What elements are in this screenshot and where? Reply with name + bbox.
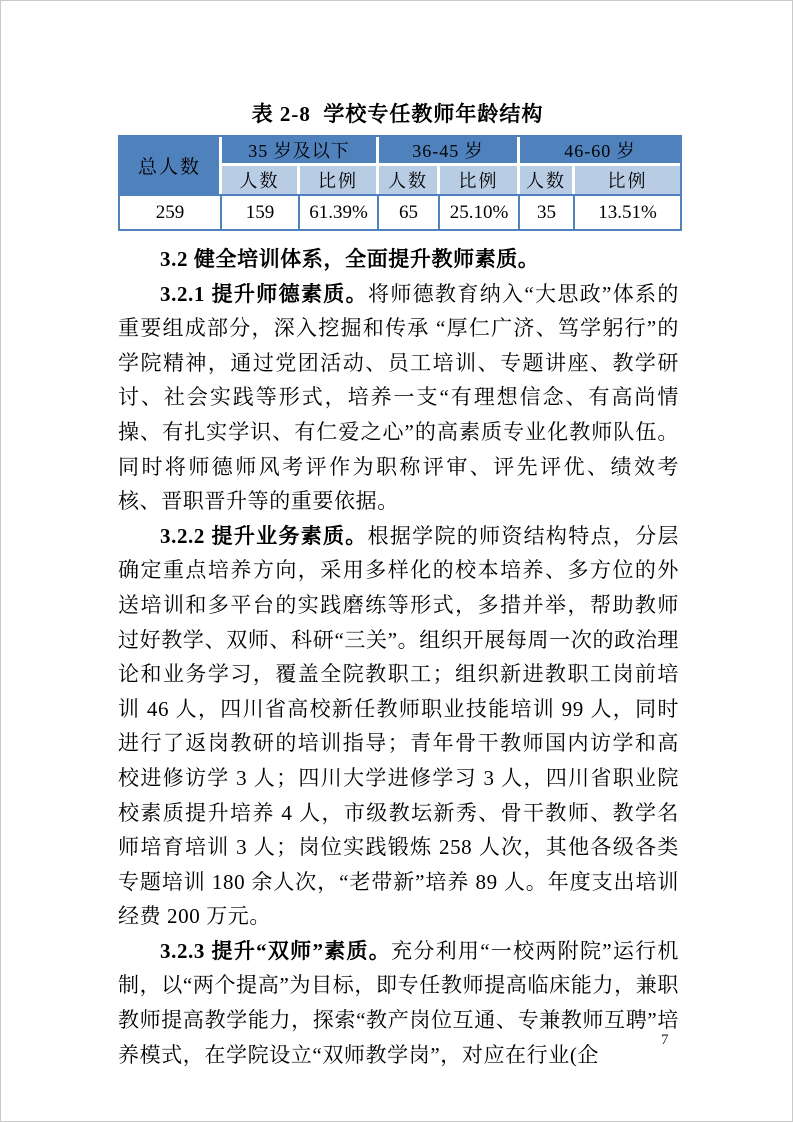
subheader-count-3: 人数 [520,166,575,194]
cell-ratio-under35: 61.39% [300,194,379,229]
paragraph-3-2-2-text: 根据学院的师资结构特点，分层确定重点培养方向，采用多样化的校本培养、多方位的外送培训和多平台的实践磨练等形式，多措并举，帮助教师过好教学、双师、科研“三关”。组织开展每周一次的政治理论和业务学习，覆盖全院教职工；组织新进教职工岗前培训 46 人，四川省高校新任教师职业技能培训 99 人，同时进行了返岗教研的培训指导；青年骨干教师国内访学和高校进修访学 3 人；四川大学进修学习 3 人，四川省职业院校素质提升培养 4 人，市级教坛新秀、骨干教师、教学名师培育培训 3 人；岗位实践锻炼 258 人次，其他各级各类专题培训 180 余人次，“老带新”培养 89 人。年度支出培训经费 200 万元。 [118,523,679,929]
cell-ratio-36-45: 25.10% [440,194,520,229]
header-cell-group-under35: 35 岁及以下 [222,137,379,166]
subheader-ratio-3: 比例 [575,166,680,194]
paragraph-3-2-3 [118,934,679,1072]
teacher-age-structure-table [118,135,682,231]
heading-3-2-3-label: 3.2.3 提升“双师”素质。 [160,938,392,963]
subheader-ratio-1: 比例 [300,166,379,194]
paragraph-heading-3-2 [118,242,679,277]
cell-count-46-60: 35 [520,194,575,229]
heading-3-2-2-label: 3.2.2 提升业务素质。 [160,523,368,548]
cell-count-under35: 159 [222,194,300,229]
subheader-count-1: 人数 [222,166,300,194]
paragraph-3-2-1 [118,277,679,519]
table-caption: 表 2-8 学校专任教师年龄结构 [251,102,544,126]
table-data-row [120,194,680,229]
cell-count-36-45: 65 [379,194,440,229]
table-header-row-groups [120,137,680,166]
header-cell-group-46-60: 46-60 岁 [520,137,680,166]
cell-ratio-46-60: 13.51% [575,194,680,229]
header-cell-group-36-45: 36-45 岁 [379,137,520,166]
body-text [118,242,679,1072]
paragraph-3-2-1-text: 将师德教育纳入“大思政”体系的重要组成部分，深入挖掘和传承 “厚仁广济、笃学躬行”的学院精神，通过党团活动、员工培训、专题讲座、教学研讨、社会实践等形式，培养一支“有理想信念、有高尚情操、有扎实学识、有仁爱之心”的高素质专业化教师队伍。同时将师德师风考评作为职称评审、评先评优、绩效考核、晋职晋升等的重要依据。 [118,281,679,514]
subheader-ratio-2: 比例 [440,166,520,194]
heading-3-2-label: 3.2 健全培训体系，全面提升教师素质。 [160,247,540,271]
heading-3-2-1-label: 3.2.1 提升师德素质。 [160,281,368,306]
paragraph-3-2-2 [118,519,679,934]
page-number: 7 [661,1032,669,1048]
paragraph-3-2-3-text: 充分利用“一校两附院”运行机制，以“两个提高”为目标，即专任教师提高临床能力，兼职教师提高教学能力，探索“教产岗位互通、专兼教师互聘”培养模式，在学院设立“双师教学岗”，对应在行业(企 [118,938,679,1067]
cell-total-value: 259 [120,194,222,229]
subheader-count-2: 人数 [379,166,440,194]
header-cell-total: 总人数 [120,137,222,194]
